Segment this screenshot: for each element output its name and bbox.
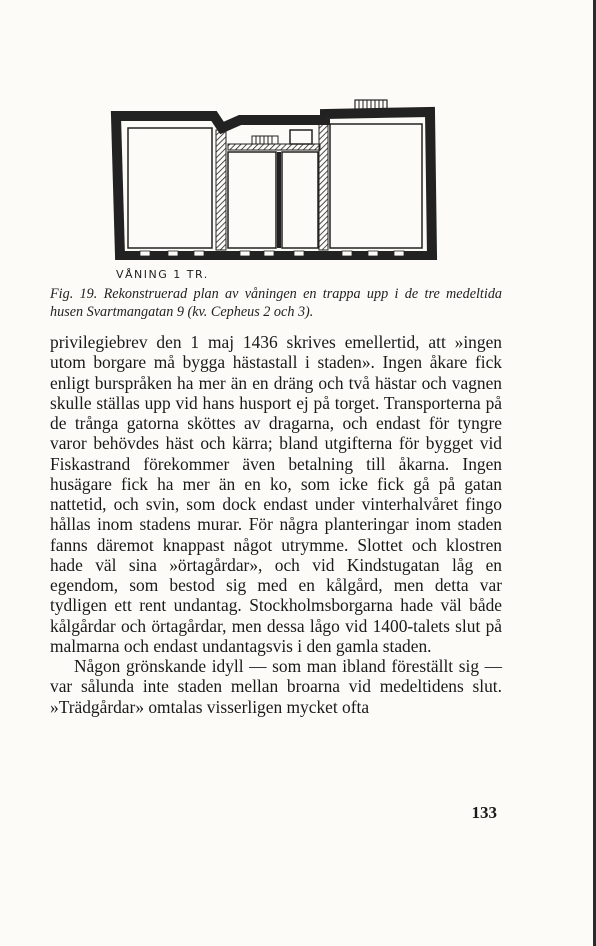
room-middle-left	[228, 152, 276, 248]
figure-caption	[50, 286, 502, 321]
room-left	[128, 128, 212, 248]
inner-stair	[252, 136, 278, 144]
room-middle-right	[282, 152, 318, 248]
paragraph-1: privilegiebrev den 1 maj 1436 skrives emellertid, att »ingen utom borgare må bygga hästastall i staden». Ingen åkare fick enligt burspråken ha mer än en dräng och två hästar och vagnen skulle ställas upp vid hans husport ej på torget. Transporterna på de trånga gatorna sköttes av dragarna, och endast för tyngre varor behövdes häst och kärra; bland utgifterna för bygget vid Fiskastrand förekommer även betalning till åkarna. Ingen husägare fick ha mer än en ko, som icke fick gå på gatan nattetid, och svin, som dock endast under vinterhalvåret fingo hållas inom stadens murar. För några planteringar inom staden fanns däremot knappast något utrymme. Slottet och klostren hade väl sina »örtagårdar», och vid Kindstugatan låg en egendom, som bestod sig med en kålgård, men detta var tydligen ett rent undantag. Stockholmsborgarna hade väl både kålgårdar och örtagårdar, men dessa lågo vid 1400-talets slut på malmarna och endast undantagsvis i den gamla staden.	[50, 332, 502, 656]
caption-prefix: Fig. 19.	[50, 286, 98, 302]
room-right	[330, 124, 422, 248]
paragraph-2: Någon grönskande idyll — som man ibland föreställt sig — var sålunda inte staden mellan broarna vid medeltidens slut. »Trädgårdar» omtalas visserligen mycket ofta	[50, 656, 502, 717]
floor-label: VÅNING 1 TR.	[116, 268, 209, 281]
caption-text: Rekonstruerad plan av våningen en trappa upp i de tre medeltida husen Svartmangatan 9 (kv. Cepheus 2 och 3).	[50, 286, 503, 320]
page-number: 133	[471, 803, 497, 822]
floor-plan-drawing	[110, 88, 440, 260]
body-text	[50, 332, 502, 717]
